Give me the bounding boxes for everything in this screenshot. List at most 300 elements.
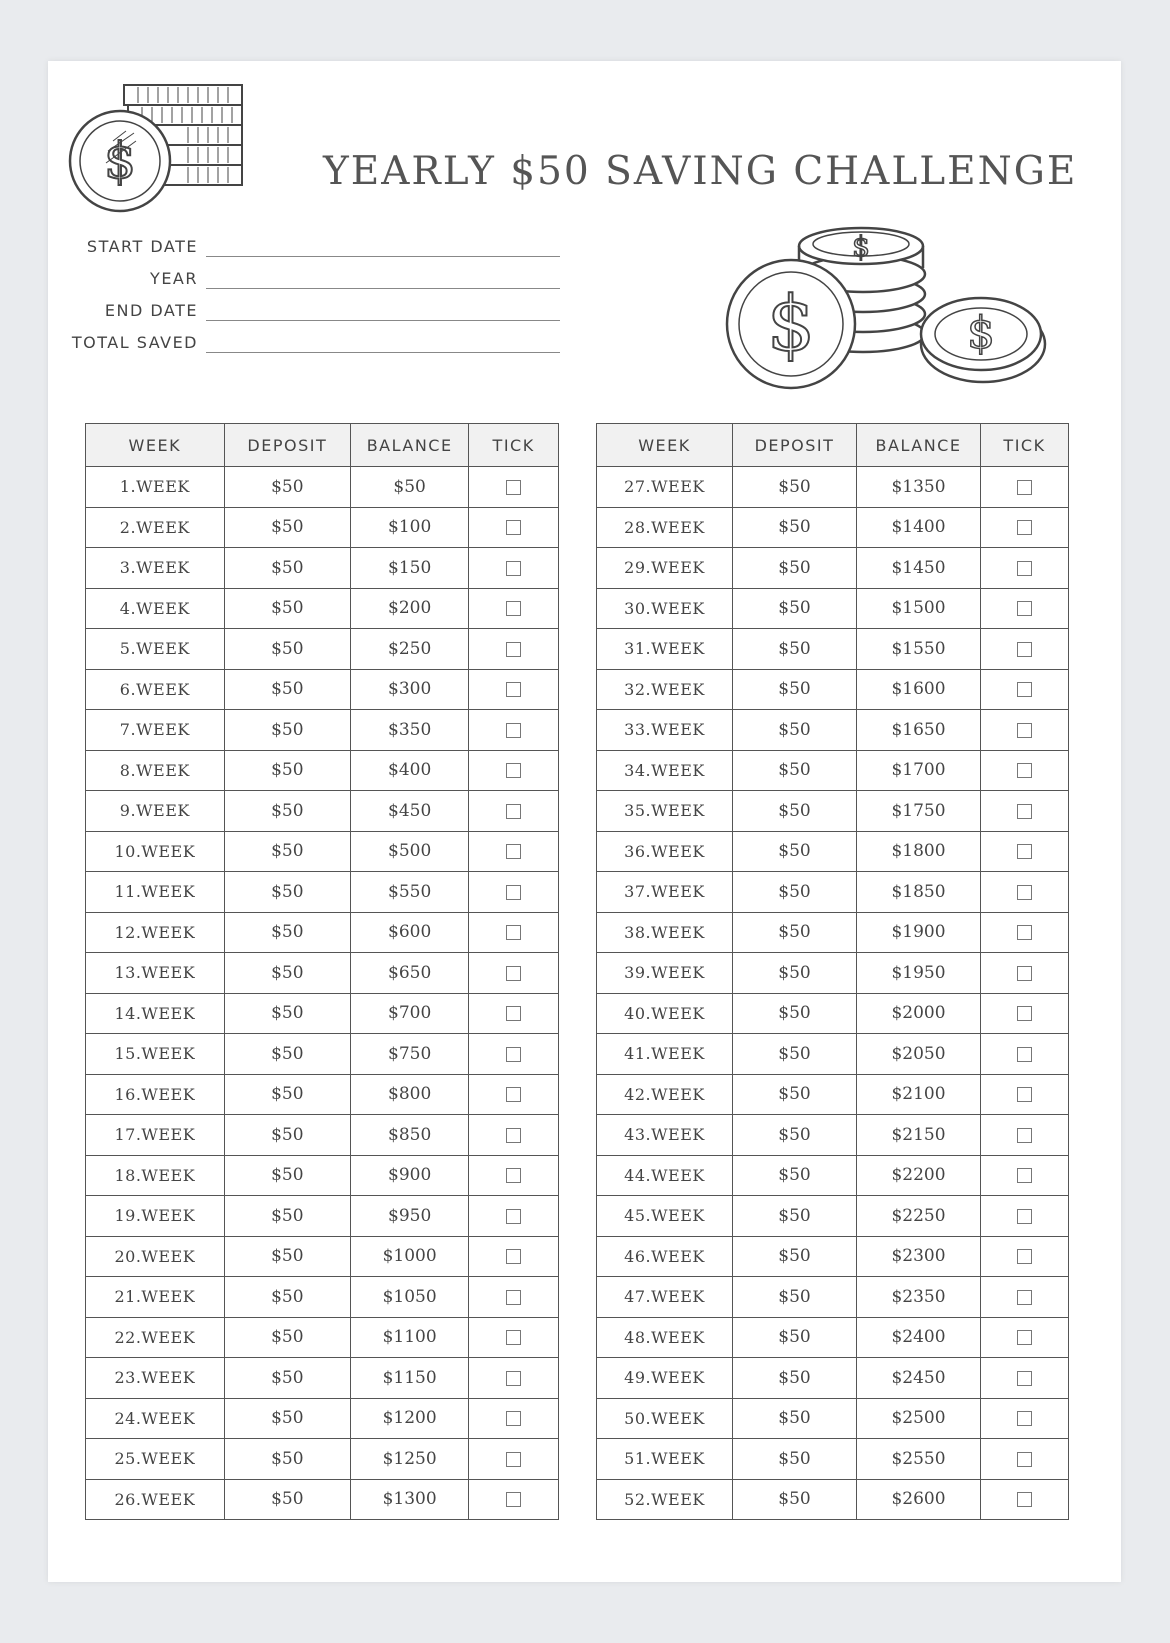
tick-checkbox[interactable] xyxy=(1017,925,1032,940)
week-cell: 42.WEEK xyxy=(597,1074,733,1115)
tick-checkbox[interactable] xyxy=(1017,520,1032,535)
tick-checkbox[interactable] xyxy=(1017,1168,1032,1183)
deposit-cell: $50 xyxy=(224,1358,350,1399)
field-label: TOTAL SAVED xyxy=(71,333,198,352)
tick-checkbox[interactable] xyxy=(506,1209,521,1224)
week-cell: 26.WEEK xyxy=(86,1479,225,1520)
deposit-cell: $50 xyxy=(733,588,857,629)
tick-cell xyxy=(981,993,1069,1034)
deposit-cell: $50 xyxy=(733,993,857,1034)
balance-cell: $1450 xyxy=(857,548,981,589)
deposit-cell: $50 xyxy=(224,1155,350,1196)
tick-cell xyxy=(469,993,559,1034)
week-cell: 11.WEEK xyxy=(86,872,225,913)
week-cell: 3.WEEK xyxy=(86,548,225,589)
deposit-cell: $50 xyxy=(733,953,857,994)
deposit-cell: $50 xyxy=(733,669,857,710)
deposit-cell: $50 xyxy=(224,629,350,670)
balance-cell: $2000 xyxy=(857,993,981,1034)
balance-cell: $1900 xyxy=(857,912,981,953)
table-row xyxy=(597,588,1069,629)
table-row xyxy=(597,669,1069,710)
deposit-cell: $50 xyxy=(733,1317,857,1358)
week-cell: 9.WEEK xyxy=(86,791,225,832)
tick-checkbox[interactable] xyxy=(506,804,521,819)
table-row xyxy=(86,1034,559,1075)
deposit-cell: $50 xyxy=(733,507,857,548)
tick-cell xyxy=(981,1155,1069,1196)
table-row xyxy=(86,1115,559,1156)
table-row xyxy=(86,1358,559,1399)
tick-cell xyxy=(981,953,1069,994)
tick-cell xyxy=(981,467,1069,508)
header-tick: TICK xyxy=(981,424,1069,467)
tick-cell xyxy=(469,1236,559,1277)
table-row xyxy=(86,1236,559,1277)
week-cell: 31.WEEK xyxy=(597,629,733,670)
week-cell: 37.WEEK xyxy=(597,872,733,913)
deposit-cell: $50 xyxy=(224,953,350,994)
deposit-cell: $50 xyxy=(224,1277,350,1318)
balance-cell: $400 xyxy=(351,750,469,791)
tick-cell xyxy=(981,1317,1069,1358)
tick-cell xyxy=(469,1074,559,1115)
balance-cell: $100 xyxy=(351,507,469,548)
svg-text:$: $ xyxy=(766,279,816,368)
tick-checkbox[interactable] xyxy=(506,723,521,738)
balance-cell: $900 xyxy=(351,1155,469,1196)
tick-checkbox[interactable] xyxy=(1017,1128,1032,1143)
table-row xyxy=(597,1277,1069,1318)
challenge-sheet xyxy=(48,61,1121,1582)
tick-checkbox[interactable] xyxy=(1017,1452,1032,1467)
week-cell: 15.WEEK xyxy=(86,1034,225,1075)
field-line[interactable] xyxy=(206,256,560,257)
svg-text:$: $ xyxy=(967,308,995,359)
table-row xyxy=(597,1196,1069,1237)
table-row xyxy=(86,588,559,629)
deposit-cell: $50 xyxy=(733,1398,857,1439)
tick-cell xyxy=(981,548,1069,589)
tick-cell xyxy=(981,629,1069,670)
week-cell: 10.WEEK xyxy=(86,831,225,872)
week-cell: 12.WEEK xyxy=(86,912,225,953)
table-row xyxy=(86,912,559,953)
week-cell: 48.WEEK xyxy=(597,1317,733,1358)
balance-cell: $550 xyxy=(351,872,469,913)
tick-checkbox[interactable] xyxy=(1017,723,1032,738)
deposit-cell: $50 xyxy=(733,831,857,872)
week-cell: 28.WEEK xyxy=(597,507,733,548)
tick-cell xyxy=(469,1358,559,1399)
deposit-cell: $50 xyxy=(733,1034,857,1075)
week-cell: 22.WEEK xyxy=(86,1317,225,1358)
header-deposit: DEPOSIT xyxy=(733,424,857,467)
table-row xyxy=(597,1479,1069,1520)
week-cell: 33.WEEK xyxy=(597,710,733,751)
week-cell: 24.WEEK xyxy=(86,1398,225,1439)
table-row xyxy=(597,467,1069,508)
field-line[interactable] xyxy=(206,288,560,289)
balance-cell: $1050 xyxy=(351,1277,469,1318)
tick-cell xyxy=(469,629,559,670)
week-cell: 6.WEEK xyxy=(86,669,225,710)
balance-cell: $2500 xyxy=(857,1398,981,1439)
tick-cell xyxy=(469,507,559,548)
tick-cell xyxy=(469,1317,559,1358)
tick-checkbox[interactable] xyxy=(1017,480,1032,495)
balance-cell: $700 xyxy=(351,993,469,1034)
balance-cell: $1550 xyxy=(857,629,981,670)
tick-checkbox[interactable] xyxy=(1017,844,1032,859)
balance-cell: $1100 xyxy=(351,1317,469,1358)
week-cell: 4.WEEK xyxy=(86,588,225,629)
deposit-cell: $50 xyxy=(733,1439,857,1480)
balance-cell: $1750 xyxy=(857,791,981,832)
table-row xyxy=(597,1236,1069,1277)
deposit-cell: $50 xyxy=(733,1358,857,1399)
balance-cell: $650 xyxy=(351,953,469,994)
deposit-cell: $50 xyxy=(224,831,350,872)
week-cell: 36.WEEK xyxy=(597,831,733,872)
table-row xyxy=(597,1074,1069,1115)
tick-checkbox[interactable] xyxy=(1017,1492,1032,1507)
table-row xyxy=(86,1155,559,1196)
tick-checkbox[interactable] xyxy=(1017,682,1032,697)
tick-cell xyxy=(981,1115,1069,1156)
table-row xyxy=(86,953,559,994)
deposit-cell: $50 xyxy=(224,1196,350,1237)
balance-cell: $850 xyxy=(351,1115,469,1156)
tick-checkbox[interactable] xyxy=(506,1087,521,1102)
balance-cell: $1250 xyxy=(351,1439,469,1480)
balance-cell: $1800 xyxy=(857,831,981,872)
balance-cell: $1650 xyxy=(857,710,981,751)
balance-cell: $2550 xyxy=(857,1439,981,1480)
header-week: WEEK xyxy=(597,424,733,467)
tick-cell xyxy=(469,912,559,953)
deposit-cell: $50 xyxy=(224,791,350,832)
tick-cell xyxy=(469,1277,559,1318)
week-cell: 45.WEEK xyxy=(597,1196,733,1237)
week-cell: 23.WEEK xyxy=(86,1358,225,1399)
table-row xyxy=(86,669,559,710)
week-cell: 35.WEEK xyxy=(597,791,733,832)
tick-cell xyxy=(981,710,1069,751)
tick-cell xyxy=(469,1439,559,1480)
deposit-cell: $50 xyxy=(224,993,350,1034)
table-row xyxy=(597,548,1069,589)
deposit-cell: $50 xyxy=(733,750,857,791)
balance-cell: $450 xyxy=(351,791,469,832)
page-title: YEARLY $50 SAVING CHALLENGE xyxy=(323,149,1078,194)
tick-checkbox[interactable] xyxy=(1017,1047,1032,1062)
week-cell: 40.WEEK xyxy=(597,993,733,1034)
tick-cell xyxy=(469,750,559,791)
tick-cell xyxy=(469,1115,559,1156)
deposit-cell: $50 xyxy=(733,629,857,670)
week-cell: 50.WEEK xyxy=(597,1398,733,1439)
table-row xyxy=(86,629,559,670)
table-row xyxy=(597,1439,1069,1480)
tick-checkbox[interactable] xyxy=(506,1492,521,1507)
tick-checkbox[interactable] xyxy=(1017,1249,1032,1264)
table-row xyxy=(86,1196,559,1237)
tick-cell xyxy=(469,588,559,629)
balance-cell: $1700 xyxy=(857,750,981,791)
tick-checkbox[interactable] xyxy=(506,1452,521,1467)
deposit-cell: $50 xyxy=(733,1155,857,1196)
tick-checkbox[interactable] xyxy=(1017,561,1032,576)
header-deposit: DEPOSIT xyxy=(224,424,350,467)
balance-cell: $600 xyxy=(351,912,469,953)
week-cell: 13.WEEK xyxy=(86,953,225,994)
weeks-table-right xyxy=(596,423,1069,1520)
table-row xyxy=(86,872,559,913)
table-row xyxy=(86,1479,559,1520)
table-row xyxy=(86,993,559,1034)
balance-cell: $250 xyxy=(351,629,469,670)
week-cell: 18.WEEK xyxy=(86,1155,225,1196)
table-row xyxy=(597,1358,1069,1399)
tick-checkbox[interactable] xyxy=(506,561,521,576)
tick-checkbox[interactable] xyxy=(1017,885,1032,900)
tick-cell xyxy=(981,1479,1069,1520)
table-row xyxy=(597,710,1069,751)
field-line[interactable] xyxy=(206,320,560,321)
tick-cell xyxy=(469,791,559,832)
balance-cell: $150 xyxy=(351,548,469,589)
tick-cell xyxy=(981,1236,1069,1277)
tick-cell xyxy=(469,1196,559,1237)
table-row xyxy=(86,1317,559,1358)
weeks-table-left xyxy=(85,423,559,1520)
table-row xyxy=(597,750,1069,791)
header-week: WEEK xyxy=(86,424,225,467)
table-row xyxy=(597,791,1069,832)
table-row xyxy=(86,467,559,508)
deposit-cell: $50 xyxy=(224,1479,350,1520)
field-label: YEAR xyxy=(150,269,198,288)
table-row xyxy=(597,872,1069,913)
week-cell: 30.WEEK xyxy=(597,588,733,629)
tick-checkbox[interactable] xyxy=(506,844,521,859)
tick-checkbox[interactable] xyxy=(506,925,521,940)
tick-cell xyxy=(981,1074,1069,1115)
balance-cell: $800 xyxy=(351,1074,469,1115)
table-row xyxy=(86,548,559,589)
tick-checkbox[interactable] xyxy=(1017,966,1032,981)
tick-cell xyxy=(469,1034,559,1075)
table-row xyxy=(86,791,559,832)
deposit-cell: $50 xyxy=(733,872,857,913)
balance-cell: $1500 xyxy=(857,588,981,629)
svg-text:$: $ xyxy=(104,132,136,190)
deposit-cell: $50 xyxy=(224,669,350,710)
tick-checkbox[interactable] xyxy=(506,1290,521,1305)
week-cell: 17.WEEK xyxy=(86,1115,225,1156)
table-row xyxy=(86,750,559,791)
tick-checkbox[interactable] xyxy=(506,1128,521,1143)
tick-checkbox[interactable] xyxy=(506,1249,521,1264)
balance-cell: $50 xyxy=(351,467,469,508)
table-row xyxy=(86,1074,559,1115)
balance-cell: $1350 xyxy=(857,467,981,508)
deposit-cell: $50 xyxy=(733,1115,857,1156)
balance-cell: $2350 xyxy=(857,1277,981,1318)
deposit-cell: $50 xyxy=(733,1196,857,1237)
header-tick: TICK xyxy=(469,424,559,467)
table-row xyxy=(597,831,1069,872)
tick-checkbox[interactable] xyxy=(1017,601,1032,616)
deposit-cell: $50 xyxy=(224,1236,350,1277)
balance-cell: $950 xyxy=(351,1196,469,1237)
deposit-cell: $50 xyxy=(733,710,857,751)
tick-checkbox[interactable] xyxy=(1017,642,1032,657)
balance-cell: $2300 xyxy=(857,1236,981,1277)
balance-cell: $1300 xyxy=(351,1479,469,1520)
balance-cell: $1950 xyxy=(857,953,981,994)
week-cell: 1.WEEK xyxy=(86,467,225,508)
balance-cell: $2250 xyxy=(857,1196,981,1237)
tick-checkbox[interactable] xyxy=(506,642,521,657)
tick-cell xyxy=(981,1439,1069,1480)
balance-cell: $350 xyxy=(351,710,469,751)
week-cell: 51.WEEK xyxy=(597,1439,733,1480)
tick-checkbox[interactable] xyxy=(1017,1290,1032,1305)
tick-cell xyxy=(469,710,559,751)
tick-cell xyxy=(981,1034,1069,1075)
week-cell: 16.WEEK xyxy=(86,1074,225,1115)
week-cell: 19.WEEK xyxy=(86,1196,225,1237)
deposit-cell: $50 xyxy=(224,1439,350,1480)
deposit-cell: $50 xyxy=(733,1074,857,1115)
tick-checkbox[interactable] xyxy=(1017,1330,1032,1345)
tick-cell xyxy=(981,1398,1069,1439)
table-row xyxy=(597,1034,1069,1075)
tick-checkbox[interactable] xyxy=(506,966,521,981)
tick-checkbox[interactable] xyxy=(1017,1371,1032,1386)
deposit-cell: $50 xyxy=(224,1398,350,1439)
tick-checkbox[interactable] xyxy=(506,682,521,697)
week-cell: 44.WEEK xyxy=(597,1155,733,1196)
tick-cell xyxy=(469,669,559,710)
deposit-cell: $50 xyxy=(733,912,857,953)
balance-cell: $500 xyxy=(351,831,469,872)
tick-checkbox[interactable] xyxy=(506,1006,521,1021)
deposit-cell: $50 xyxy=(733,791,857,832)
deposit-cell: $50 xyxy=(224,750,350,791)
deposit-cell: $50 xyxy=(224,1317,350,1358)
table-row xyxy=(86,1398,559,1439)
table-row xyxy=(597,629,1069,670)
week-cell: 32.WEEK xyxy=(597,669,733,710)
balance-cell: $1200 xyxy=(351,1398,469,1439)
balance-cell: $1400 xyxy=(857,507,981,548)
week-cell: 49.WEEK xyxy=(597,1358,733,1399)
tick-checkbox[interactable] xyxy=(1017,804,1032,819)
tick-cell xyxy=(981,669,1069,710)
tick-checkbox[interactable] xyxy=(1017,1006,1032,1021)
balance-cell: $2100 xyxy=(857,1074,981,1115)
tick-cell xyxy=(981,1277,1069,1318)
tick-cell xyxy=(469,1155,559,1196)
tick-checkbox[interactable] xyxy=(506,1371,521,1386)
tick-checkbox[interactable] xyxy=(1017,1411,1032,1426)
table-row xyxy=(597,1398,1069,1439)
balance-cell: $2400 xyxy=(857,1317,981,1358)
balance-cell: $1850 xyxy=(857,872,981,913)
table-row xyxy=(86,507,559,548)
week-cell: 2.WEEK xyxy=(86,507,225,548)
week-cell: 39.WEEK xyxy=(597,953,733,994)
tick-checkbox[interactable] xyxy=(1017,1209,1032,1224)
deposit-cell: $50 xyxy=(224,1115,350,1156)
tick-checkbox[interactable] xyxy=(506,885,521,900)
week-cell: 29.WEEK xyxy=(597,548,733,589)
balance-cell: $2050 xyxy=(857,1034,981,1075)
table-row xyxy=(597,1115,1069,1156)
balance-cell: $2600 xyxy=(857,1479,981,1520)
tick-cell xyxy=(981,588,1069,629)
field-line[interactable] xyxy=(206,352,560,353)
week-cell: 47.WEEK xyxy=(597,1277,733,1318)
tick-checkbox[interactable] xyxy=(506,520,521,535)
table-row xyxy=(86,1439,559,1480)
week-cell: 5.WEEK xyxy=(86,629,225,670)
week-cell: 8.WEEK xyxy=(86,750,225,791)
tick-cell xyxy=(981,872,1069,913)
balance-cell: $1150 xyxy=(351,1358,469,1399)
deposit-cell: $50 xyxy=(224,1034,350,1075)
table-row xyxy=(86,1277,559,1318)
week-cell: 43.WEEK xyxy=(597,1115,733,1156)
tick-cell xyxy=(469,467,559,508)
deposit-cell: $50 xyxy=(733,1277,857,1318)
tick-checkbox[interactable] xyxy=(506,1411,521,1426)
tick-checkbox[interactable] xyxy=(506,1168,521,1183)
deposit-cell: $50 xyxy=(733,467,857,508)
coins-illustration xyxy=(723,216,1063,396)
deposit-cell: $50 xyxy=(224,588,350,629)
tick-checkbox[interactable] xyxy=(506,1330,521,1345)
tick-checkbox[interactable] xyxy=(506,601,521,616)
tick-cell xyxy=(981,750,1069,791)
header-balance: BALANCE xyxy=(351,424,469,467)
table-row xyxy=(597,1317,1069,1358)
tick-checkbox[interactable] xyxy=(1017,763,1032,778)
field-label: END DATE xyxy=(104,301,198,320)
tick-checkbox[interactable] xyxy=(1017,1087,1032,1102)
week-cell: 38.WEEK xyxy=(597,912,733,953)
balance-cell: $300 xyxy=(351,669,469,710)
tick-checkbox[interactable] xyxy=(506,480,521,495)
deposit-cell: $50 xyxy=(733,1236,857,1277)
table-row xyxy=(597,1155,1069,1196)
week-cell: 25.WEEK xyxy=(86,1439,225,1480)
balance-cell: $750 xyxy=(351,1034,469,1075)
deposit-cell: $50 xyxy=(224,710,350,751)
tick-cell xyxy=(469,1398,559,1439)
svg-text:$: $ xyxy=(852,230,870,263)
week-cell: 27.WEEK xyxy=(597,467,733,508)
week-cell: 20.WEEK xyxy=(86,1236,225,1277)
tick-checkbox[interactable] xyxy=(506,763,521,778)
balance-cell: $2450 xyxy=(857,1358,981,1399)
coin-stack-illustration xyxy=(68,81,248,221)
table-row xyxy=(597,953,1069,994)
tick-checkbox[interactable] xyxy=(506,1047,521,1062)
